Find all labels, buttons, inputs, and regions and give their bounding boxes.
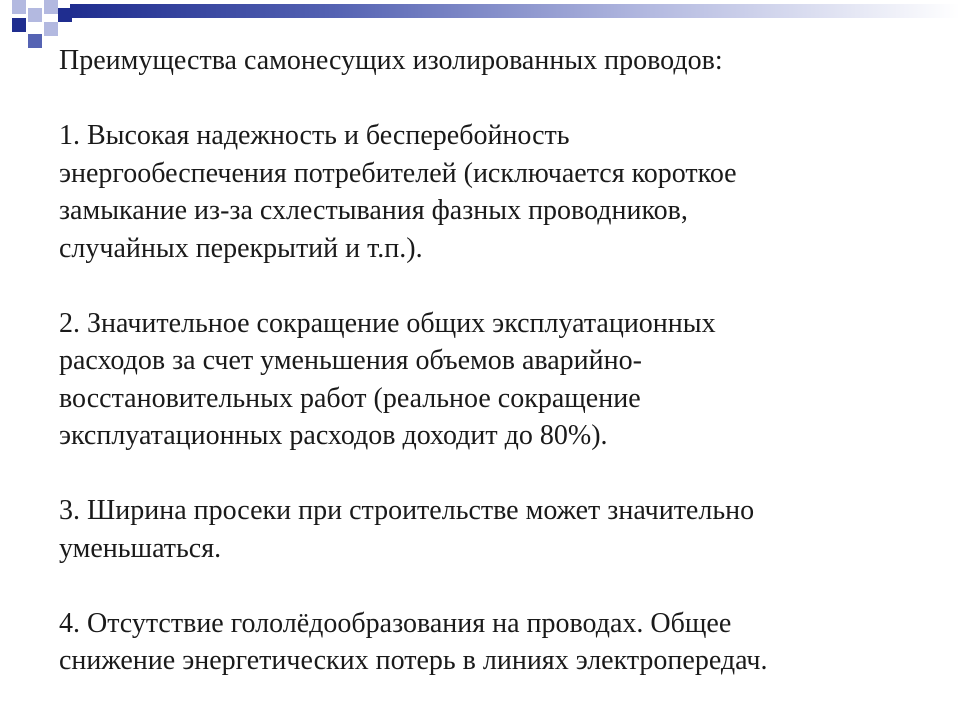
header-gradient-bar xyxy=(70,4,960,18)
item-line: 1. Высокая надежность и бесперебойность xyxy=(59,120,570,151)
item-line: 4. Отсутствие гололёдообразования на проводах. Общее xyxy=(59,607,732,639)
deco-square xyxy=(12,18,26,32)
deco-square xyxy=(44,22,58,36)
item-line: 2. Значительное сокращение общих эксплуатационных xyxy=(59,307,716,339)
item-line: расходов за счет уменьшения объемов аварийно- xyxy=(59,345,642,376)
item-line: восстановительных работ (реальное сокращение xyxy=(59,382,641,414)
deco-square xyxy=(12,0,26,14)
list-item xyxy=(59,605,919,680)
item-line: 3. Ширина просеки при строительстве может значительно xyxy=(59,495,755,526)
deco-square xyxy=(44,0,58,14)
deco-square xyxy=(28,34,42,48)
slide-heading: Преимущества самонесущих изолированных проводов: xyxy=(59,45,723,76)
list-item xyxy=(59,117,919,267)
list-item xyxy=(59,305,919,455)
item-line: снижение энергетических потерь в линиях электропередач. xyxy=(59,645,768,676)
item-line: эксплуатационных расходов доходит до 80%). xyxy=(59,420,608,451)
item-line: уменьшаться. xyxy=(59,532,222,564)
item-line: замыкание из-за схлестывания фазных проводников, xyxy=(59,195,688,226)
deco-square xyxy=(28,8,42,22)
item-line: энергообеспечения потребителей (исключается короткое xyxy=(59,157,737,189)
item-line: случайных перекрытий и т.п.). xyxy=(59,232,423,264)
slide-content xyxy=(59,42,919,680)
list-item xyxy=(59,492,919,567)
